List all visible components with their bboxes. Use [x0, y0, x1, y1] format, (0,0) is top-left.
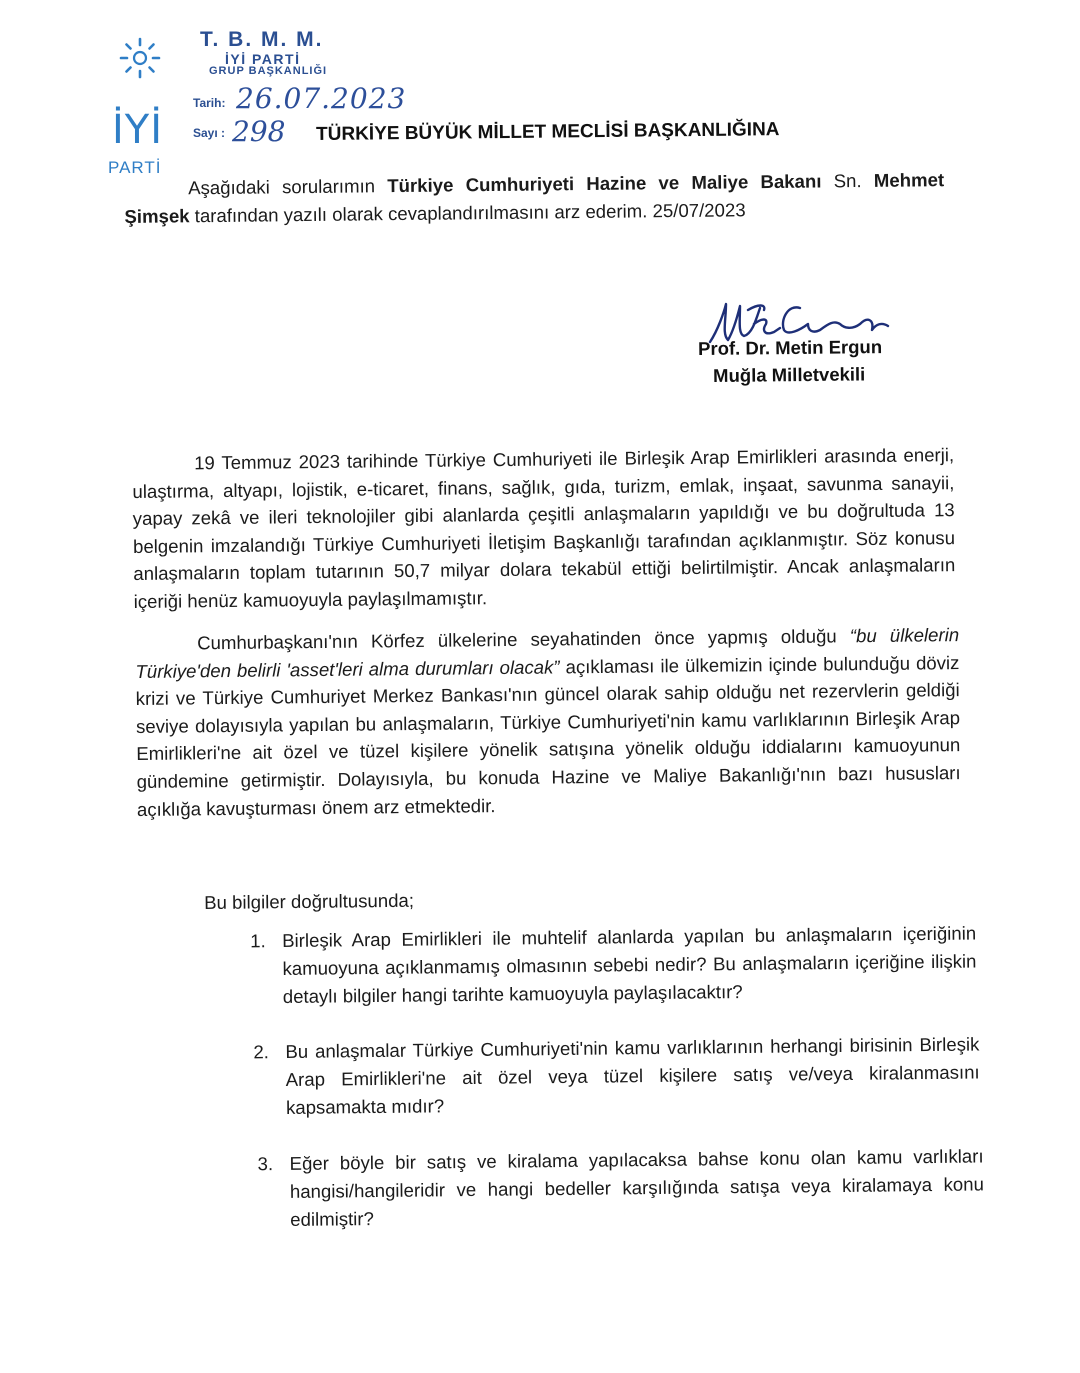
stamp-number-value: 298: [232, 115, 286, 148]
logo-wordmark: İYİ: [112, 107, 164, 153]
stamp-party: İYİ PARTİ: [225, 51, 301, 67]
addressee-heading: TÜRKİYE BÜYÜK MİLLET MECLİSİ BAŞKANLIĞINA: [316, 119, 780, 145]
stamp-date-value: 26.07.2023: [236, 82, 407, 115]
question-number: 2.: [253, 1041, 270, 1063]
body-paragraph-2-text-a: Cumhurbaşkanı'nın Körfez ülkelerine seyahatinden önce yapmış olduğu: [197, 625, 850, 654]
question-text: Bu anlaşmalar Türkiye Cumhuriyeti'nin kamu varlıklarının herhangi birisinin Birleşik Arap Emirlikleri'ne ait özel veya tüzel kişilere satış ve/veya kiralanmasını kapsamakta mıdır?: [285, 1033, 980, 1118]
quoted-statement: “bu ülkelerin Türkiye'den belirli 'asset'leri alma durumları olacak”: [135, 624, 960, 682]
minister-name: Mehmet Şimşek: [124, 169, 945, 227]
question-number: 1.: [250, 930, 266, 952]
intro-text-2: Sn.: [821, 169, 874, 192]
intro-text-1: Aşağıdaki sorularımın: [188, 175, 388, 199]
intro-text-3: tarafından yazılı olarak cevaplandırılmasını arz ederim. 25/07/2023: [189, 198, 746, 226]
stamp-number-label: Sayı :: [193, 126, 226, 140]
question-item: [250, 919, 977, 1010]
stamp-date-label: Tarih:: [193, 96, 226, 110]
question-item: [257, 1142, 984, 1233]
question-number: 3.: [257, 1153, 274, 1175]
stamp-institution: T. B. M. M.: [200, 28, 324, 51]
stamp-group: GRUP BAŞKANLIĞI: [209, 65, 328, 77]
logo-subtext: PARTİ: [108, 158, 162, 177]
body-paragraph-1-text: 19 Temmuz 2023 tarihinde Türkiye Cumhuriyeti ile Birleşik Arap Emirlikleri arasında enerji, ulaştırma, altyapı, lojistik, e-ticaret, finans, sağlık, gıda, turizm, emlak, inşaat, savunma sanayii, yapay zekâ ve ileri teknolojiler gibi alanlarda çeşitli anlaşmaların yapıldığı ve bu doğrultuda 13 belgenin imzalandığı Türkiye Cumhuriyeti İletişim Başkanlığı tarafından açıklanmıştır. Söz konusu anlaşmaların toplam tutarının 50,7 milyar dolara tekabül ettiği belirtilmiştir. Ancak anlaşmaların içeriği henüz kamuoyuyla paylaşılmamıştır.: [132, 444, 956, 612]
body-paragraph-2-text-b: açıklaması ile ülkemizin içinde bulunduğu döviz krizi ve Türkiye Cumhuriyet Merkez Bankası'nın güncel olarak sahip olduğu net rezervlerin geldiği seviye dolayısıyla yapılan bu anlaşmaların, Türkiye Cumhuriyeti'nin kamu varlıklarının Birleşik Arap Emirlikleri'ne ait özel ve tüzel kişilere yönelik satışına yönelik olduğu iddialarını kamuoyunun gündemine getirmiştir. Dolayısıyla, bu konuda Hazine ve Maliye Bakanlığı'nın bazı hususları açıklığa kavuşturması önem arz etmektedir.: [135, 651, 961, 820]
minister-title: Türkiye Cumhuriyeti Hazine ve Maliye Bakanı: [387, 170, 822, 197]
question-text: Eğer böyle bir satış ve kiralama yapılacaksa bahse konu olan kamu varlıkları hangisi/hangileridir ve hangi bedeller karşılığında satışa veya kiralamaya konu edilmiştir?: [289, 1145, 984, 1230]
questions-lead-text: Bu bilgiler doğrultusunda;: [204, 889, 415, 913]
question-item: [253, 1030, 980, 1121]
signatory-name: Prof. Dr. Metin Ergun: [698, 336, 883, 359]
question-text: Birleşik Arap Emirlikleri ile muhtelif alanlarda yapılan bu anlaşmaların içeriğinin kamuoyuna açıklanmamış olmasının sebebi nedir? Bu anlaşmaların içeriğine ilişkin detaylı bilgiler hangi tarihte kamuoyuyla paylaşılacaktır?: [282, 922, 977, 1007]
signatory-title: Muğla Milletvekili: [713, 363, 866, 386]
